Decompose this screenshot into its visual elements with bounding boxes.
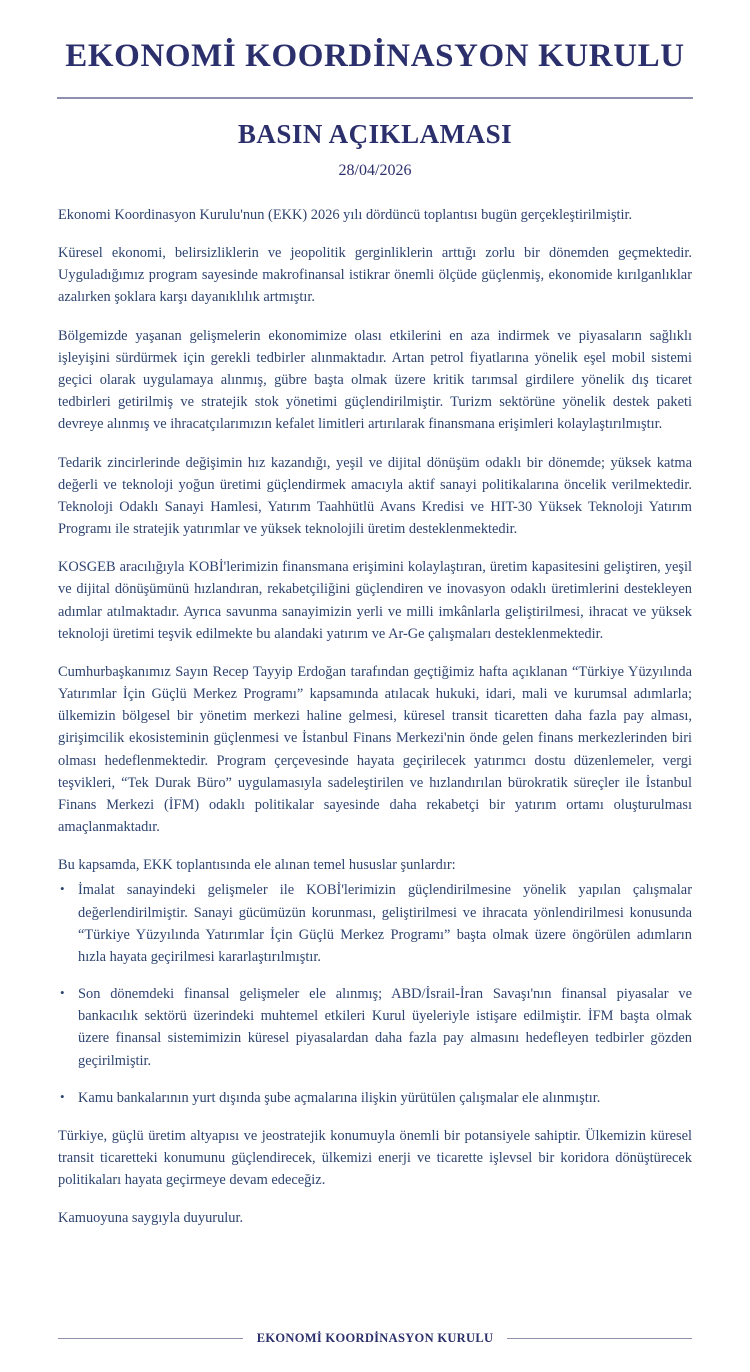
paragraph: Cumhurbaşkanımız Sayın Recep Tayyip Erdoğan tarafından geçtiğimiz hafta açıklanan “Türkiye Yüzyılında Yatırımlar İçin Güçlü Merkez Programı” kapsamında atılacak hukuki, idari, mali ve kurumsal adımlarla; ülkemizin bölgesel bir yönetim merkezi haline gelmesi, küresel transit ticaretten daha fazla pay alması, girişimcilik ekosisteminin güçlenmesi ve İstanbul Finans Merkezi'nin önde gelen finans merkezlerinden biri olması hedeflenmektedir. Program çerçevesinde hayata geçirilecek yatırımcı dostu düzenlemeler, vergi teşvikleri, “Tek Durak Büro” uygulamasıyla sadeleştirilen ve hızlandırılan bürokratik süreçler ile İstanbul Finans Merkezi (İFM) odaklı politikalar sayesinde daha rekabetçi bir yatırım ortamı oluşturulması amaçlanmaktadır. (58, 663, 692, 836)
list-item-text: Son dönemdeki finansal gelişmeler ele alınmış; ABD/İsrail-İran Savaşı'nın finansal piyasalar ve bankacılık sektörü üzerindeki muhtemel etkileri Kurul üyeleriyle istişare edilmiştir. İFM başta olmak üzere finansal sistemimizin küresel piyasalardan daha fazla pay almasını hedefleyen tedbirler gözden geçirilmiştir. (78, 986, 692, 1069)
paragraph: Ekonomi Koordinasyon Kurulu'nun (EKK) 2026 yılı dördüncü toplantısı bugün gerçekleştirilmiştir. (58, 206, 633, 223)
header-divider (57, 97, 693, 99)
list-item-text: Kamu bankalarının yurt dışında şube açmalarına ilişkin yürütülen çalışmalar ele alınmıştır. (78, 1089, 601, 1106)
paragraph: Küresel ekonomi, belirsizliklerin ve jeopolitik gerginliklerin arttığı zorlu bir dönemden geçmektedir. Uyguladığımız program sayesinde makrofinansal istikrar önemli ölçüde güçlenmiş, ekonomide kırılganlıklar azalırken şoklara karşı dayanıklılık artmıştır. (58, 245, 692, 306)
paragraph: KOSGEB aracılığıyla KOBİ'lerimizin finansmana erişimini kolaylaştıran, üretim kapasitesini geliştiren, yeşil ve dijital dönüşümünü hızlandıran, rekabetçiliğini güçlendiren ve inovasyon odaklı üretimlerini destekleyen adımlar atılmaktadır. Ayrıca savunma sanayimizin yerli ve milli imkânlarla geliştirilmesi, ihracat ve yüksek teknoloji üretimi teşvik edilmekte bu alandaki yatırım ve Ar-Ge çalışmaları desteklenmektedir. (58, 559, 692, 642)
list-item (58, 983, 692, 1072)
paragraph: Tedarik zincirlerinde değişimin hız kazandığı, yeşil ve dijital dönüşüm odaklı bir dönemde; yüksek katma değerli ve teknoloji yoğun üretimi güçlendirmek amacıyla aktif sanayi politikalarına öncelik verilmektedir. Teknoloji Odaklı Sanayi Hamlesi, Yatırım Taahhütlü Avans Kredisi ve HIT-30 Yüksek Teknoloji Yatırım Programı ile stratejik yatırımlar ve yüksek teknolojili üretim desteklenmektedir. (58, 454, 692, 538)
document-subtitle: BASIN AÇIKLAMASI (237, 118, 513, 149)
bullet-icon: • (60, 1088, 65, 1104)
page-title: EKONOMİ KOORDİNASYON KURULU (65, 38, 685, 74)
document-footer (0, 1331, 750, 1346)
footer-rule-left (58, 1338, 243, 1340)
bullet-icon: • (60, 985, 65, 1001)
list-item (58, 879, 692, 968)
document-masthead (0, 0, 750, 180)
paragraph: Türkiye, güçlü üretim altyapısı ve jeostratejik konumuyla önemli bir potansiyele sahiptir. Ülkemizin küresel transit ticaretteki konumunu güçlendirecek, ülkemizi enerji ve ticarette işlevsel bir koridora dönüştürecek politikaları hayata geçirmeye devam edeceğiz. (58, 1127, 692, 1189)
bullet-icon: • (60, 881, 65, 897)
list-item (58, 1087, 692, 1109)
list-item-text: İmalat sanayindeki gelişmeler ile KOBİ'lerimizin güçlendirilmesine yönelik yapılan çalışmalar değerlendirilmiştir. Sanayi gücümüzün korunması, geliştirilmesi ve ihracata yönlendirilmesi konusunda “Türkiye Yüzyılında Yatırımlar İçin Güçlü Merkez Programı” başta olmak üzere öngörülen adımların hızla hayata geçirilmesi kararlaştırılmıştır. (78, 882, 692, 965)
key-points-list (58, 879, 692, 1109)
footer-rule-right (507, 1338, 692, 1340)
list-intro-text: Bu kapsamda, EKK toplantısında ele alınan temel hususlar şunlardır: (58, 857, 456, 874)
paragraph: Bölgemizde yaşanan gelişmelerin ekonomimize olası etkilerini en aza indirmek ve piyasaların sağlıklı işleyişini sürdürmek için gerekli tedbirler alınmaktadır. Artan petrol fiyatlarına yönelik eşel mobil sistemi geçici olarak uygulamaya alınmış, gübre başta olmak üzere kritik tarımsal girdilere yönelik dış ticaret tedbirleri getirilmiş ve stratejik stok yönetimi güçlendirilmiştir. Turizm sektörüne yönelik destek paketi devreye alınmış ve ihracatçılarımızın kefalet limitleri artırılarak finansmana erişimleri kolaylaştırılmıştır. (58, 327, 692, 433)
closing-statement: Kamuoyuna saygıyla duyurulur. (58, 1210, 244, 1227)
document-date: 28/04/2026 (338, 161, 412, 179)
document-body (58, 180, 692, 1230)
footer-text: EKONOMİ KOORDİNASYON KURULU (256, 1331, 494, 1345)
